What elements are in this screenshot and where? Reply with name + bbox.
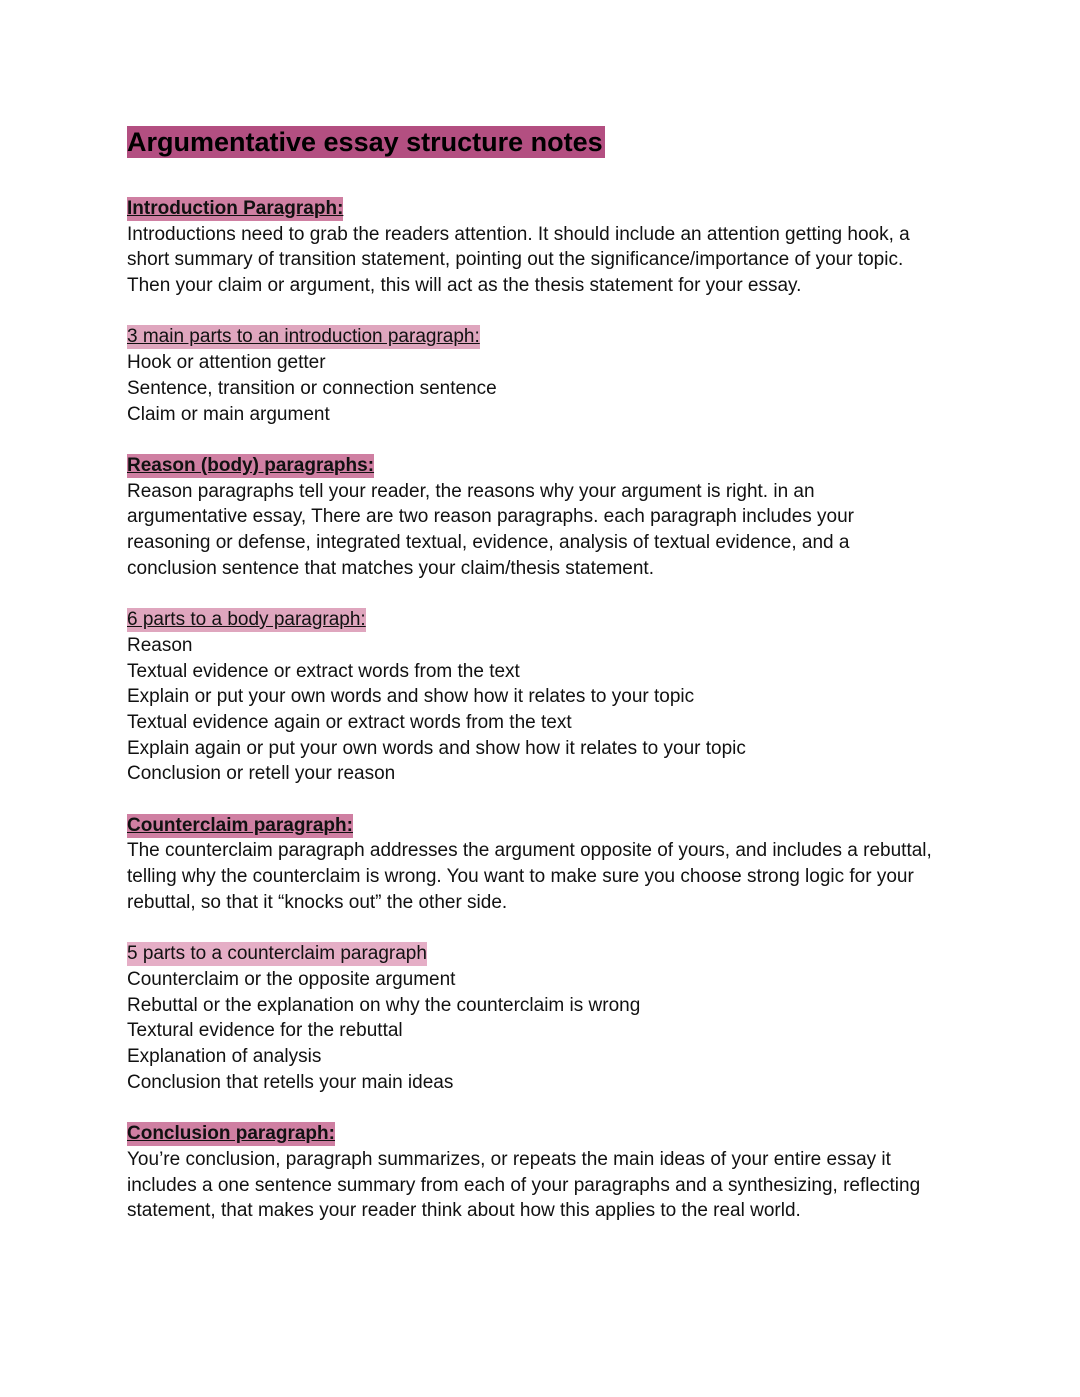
section-heading-row <box>127 196 967 222</box>
section-heading-row <box>127 941 967 967</box>
list-item: Explanation of analysis <box>127 1046 322 1068</box>
spacer <box>127 299 967 325</box>
list-item: Textual evidence again or extract words from the text <box>127 711 572 733</box>
intro-parts-list <box>127 350 967 427</box>
list-item: Counterclaim or the opposite argument <box>127 968 456 990</box>
intro-parts-heading: 3 main parts to an introduction paragraph: <box>127 326 480 348</box>
list-item: Conclusion or retell your reason <box>127 763 396 785</box>
counterclaim-line: The counterclaim paragraph addresses the argument opposite of yours, and includes a rebuttal, <box>127 840 932 862</box>
body-parts-list <box>127 633 967 787</box>
page-title: Argumentative essay structure notes <box>127 127 603 157</box>
spacer <box>127 1095 967 1121</box>
conclusion-line: includes a one sentence summary from each of your paragraphs and a synthesizing, reflecting <box>127 1174 921 1196</box>
counterclaim-parts-list <box>127 967 967 1096</box>
spacer <box>127 158 967 196</box>
list-item: Reason <box>127 634 193 656</box>
counterclaim-paragraph <box>127 838 967 915</box>
reason-paragraph <box>127 479 967 582</box>
intro-paragraph <box>127 222 967 299</box>
intro-heading: Introduction Paragraph: <box>127 197 344 219</box>
section-heading-row <box>127 324 967 350</box>
counterclaim-parts-heading: 5 parts to a counterclaim paragraph <box>127 943 427 965</box>
list-item: Sentence, transition or connection sentence <box>127 377 497 399</box>
list-item: Claim or main argument <box>127 403 330 425</box>
spacer <box>127 787 967 813</box>
list-item: Explain again or put your own words and show how it relates to your topic <box>127 737 746 759</box>
conclusion-line: You’re conclusion, paragraph summarizes, or repeats the main ideas of your entire essay it <box>127 1148 891 1170</box>
counterclaim-heading: Counterclaim paragraph: <box>127 814 353 836</box>
list-item: Conclusion that retells your main ideas <box>127 1071 454 1093</box>
body-parts-heading: 6 parts to a body paragraph: <box>127 609 366 630</box>
list-item: Textural evidence for the rebuttal <box>127 1020 403 1042</box>
intro-line: Then your claim or argument, this will act as the thesis statement for your essay. <box>127 275 802 297</box>
reason-line: argumentative essay, There are two reason paragraphs. each paragraph includes your <box>127 506 855 528</box>
reason-line: conclusion sentence that matches your claim/thesis statement. <box>127 557 654 579</box>
spacer <box>127 427 967 453</box>
conclusion-line: statement, that makes your reader think about how this applies to the real world. <box>127 1200 801 1222</box>
section-heading-row <box>127 1121 967 1147</box>
reason-line: reasoning or defense, integrated textual, evidence, analysis of textual evidence, and a <box>127 532 850 554</box>
counterclaim-line: rebuttal, so that it “knocks out” the other side. <box>127 891 508 913</box>
list-item: Rebuttal or the explanation on why the counterclaim is wrong <box>127 994 641 1016</box>
reason-heading: Reason (body) paragraphs: <box>127 454 375 476</box>
section-heading-row <box>127 607 967 633</box>
conclusion-heading: Conclusion paragraph: <box>127 1122 335 1144</box>
document-page <box>127 126 967 1224</box>
spacer <box>127 916 967 942</box>
section-heading-row <box>127 453 967 479</box>
conclusion-paragraph <box>127 1147 967 1224</box>
section-heading-row <box>127 813 967 839</box>
counterclaim-line: telling why the counterclaim is wrong. You want to make sure you choose strong logic for your <box>127 866 914 888</box>
list-item: Textual evidence or extract words from the text <box>127 660 520 682</box>
spacer <box>127 581 967 607</box>
list-item: Explain or put your own words and show how it relates to your topic <box>127 686 695 708</box>
list-item: Hook or attention getter <box>127 352 326 374</box>
intro-line: Introductions need to grab the readers attention. It should include an attention getting hook, a <box>127 223 910 245</box>
reason-line: Reason paragraphs tell your reader, the reasons why your argument is right. in an <box>127 480 815 502</box>
intro-line: short summary of transition statement, pointing out the significance/importance of your topic. <box>127 249 904 271</box>
